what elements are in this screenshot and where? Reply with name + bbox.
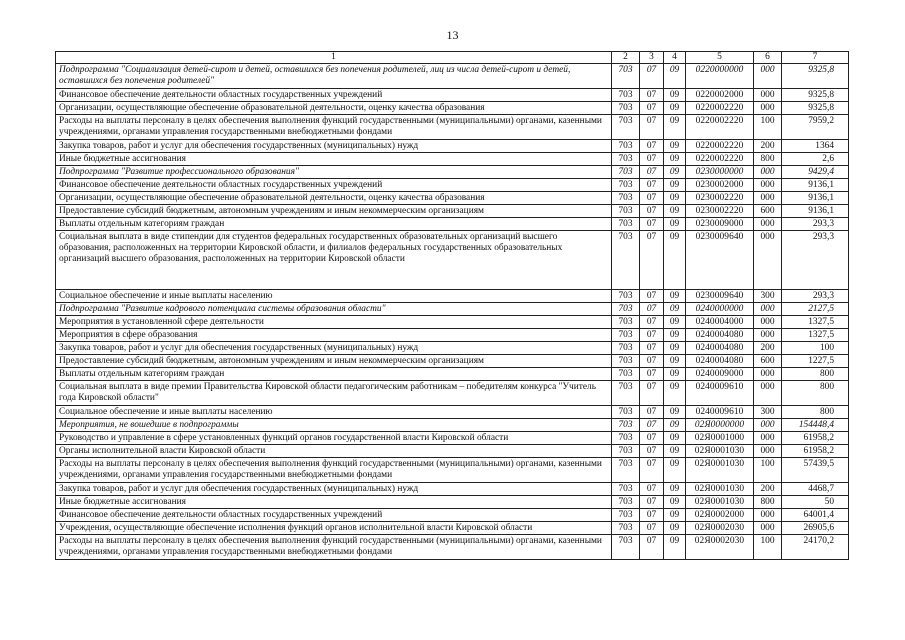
section-code: 07 [640,406,664,419]
target-article-code: 02Я0001030 [686,496,754,509]
admin-code: 703 [612,522,640,535]
admin-code: 703 [612,496,640,509]
subsection-code: 09 [664,381,686,406]
page-number: 13 [446,28,459,42]
admin-code: 703 [612,419,640,432]
section-code: 07 [640,496,664,509]
section-code: 07 [640,166,664,179]
amount: 1327,5 [782,329,849,342]
target-article-code: 0220002220 [686,102,754,115]
row-name: Предоставление субсидий бюджетным, автономным учреждениям и иным некоммерческим организациям [56,205,612,218]
amount: 1327,5 [782,316,849,329]
budget-table [55,51,849,560]
expense-type-code: 000 [754,509,782,522]
amount: 64001,4 [782,509,849,522]
admin-code: 703 [612,89,640,102]
table-row [56,166,849,179]
target-article-code: 0230009000 [686,218,754,231]
section-code: 07 [640,218,664,231]
amount: 2,6 [782,153,849,166]
section-code: 07 [640,432,664,445]
admin-code: 703 [612,329,640,342]
amount: 9325,8 [782,64,849,89]
target-article-code: 0240004080 [686,329,754,342]
table-row [56,406,849,419]
amount: 154448,4 [782,419,849,432]
target-article-code: 02Я0000000 [686,419,754,432]
row-name: Иные бюджетные ассигнования [56,496,612,509]
admin-code: 703 [612,290,640,303]
target-article-code: 0230009640 [686,290,754,303]
table-row [56,192,849,205]
table-row [56,303,849,316]
target-article-code: 0240004000 [686,316,754,329]
subsection-code: 09 [664,419,686,432]
subsection-code: 09 [664,64,686,89]
target-article-code: 0240009610 [686,406,754,419]
subsection-code: 09 [664,432,686,445]
section-code: 07 [640,290,664,303]
column-header: 6 [754,52,782,64]
amount: 4468,7 [782,483,849,496]
target-article-code: 0240000000 [686,303,754,316]
row-name: Мероприятия в установленной сфере деятельности [56,316,612,329]
row-name: Финансовое обеспечение деятельности областных государственных учреждений [56,179,612,192]
admin-code: 703 [612,355,640,368]
table-row [56,509,849,522]
admin-code: 703 [612,509,640,522]
subsection-code: 09 [664,458,686,483]
row-name: Социальное обеспечение и иные выплаты населению [56,290,612,303]
expense-type-code: 000 [754,303,782,316]
column-header: 3 [640,52,664,64]
column-header-row [56,52,849,64]
section-code: 07 [640,153,664,166]
expense-type-code: 600 [754,355,782,368]
section-code: 07 [640,316,664,329]
column-header: 5 [686,52,754,64]
expense-type-code: 200 [754,140,782,153]
row-name: Выплаты отдельным категориям граждан [56,368,612,381]
expense-type-code: 800 [754,496,782,509]
row-name: Закупка товаров, работ и услуг для обеспечения государственных (муниципальных) нужд [56,342,612,355]
subsection-code: 09 [664,522,686,535]
section-code: 07 [640,115,664,140]
admin-code: 703 [612,231,640,290]
amount: 2127,5 [782,303,849,316]
subsection-code: 09 [664,368,686,381]
subsection-code: 09 [664,445,686,458]
admin-code: 703 [612,458,640,483]
row-name: Выплаты отдельным категориям граждан [56,218,612,231]
subsection-code: 09 [664,483,686,496]
row-name: Подпрограмма "Развитие кадрового потенциала системы образования области" [56,303,612,316]
table-row [56,445,849,458]
table-row [56,419,849,432]
table-row [56,205,849,218]
expense-type-code: 000 [754,179,782,192]
target-article-code: 0230000000 [686,166,754,179]
amount: 24170,2 [782,535,849,560]
expense-type-code: 000 [754,381,782,406]
admin-code: 703 [612,179,640,192]
subsection-code: 09 [664,218,686,231]
admin-code: 703 [612,102,640,115]
admin-code: 703 [612,342,640,355]
target-article-code: 0230002220 [686,205,754,218]
subsection-code: 09 [664,355,686,368]
admin-code: 703 [612,316,640,329]
section-code: 07 [640,381,664,406]
section-code: 07 [640,458,664,483]
section-code: 07 [640,329,664,342]
row-name: Предоставление субсидий бюджетным, автономным учреждениям и иным некоммерческим организациям [56,355,612,368]
subsection-code: 09 [664,153,686,166]
expense-type-code: 000 [754,102,782,115]
row-name: Социальная выплата в виде стипендии для студентов федеральных государственных образовательных организаций высшего образования, расположенных на территории Кировской области, и филиалов федеральных государственных образовательных организаций высшего образования, расположенных на территории Кировской области [56,231,612,290]
section-code: 07 [640,355,664,368]
amount: 1227,5 [782,355,849,368]
subsection-code: 09 [664,140,686,153]
amount: 9325,8 [782,102,849,115]
column-header: 2 [612,52,640,64]
row-name: Расходы на выплаты персоналу в целях обеспечения выполнения функций государственными (муниципальными) органами, казенными учреждениями, органами управления государственными внебюджетными фондами [56,535,612,560]
subsection-code: 09 [664,192,686,205]
expense-type-code: 300 [754,406,782,419]
expense-type-code: 000 [754,89,782,102]
table-row [56,115,849,140]
subsection-code: 09 [664,89,686,102]
expense-type-code: 000 [754,166,782,179]
expense-type-code: 000 [754,445,782,458]
admin-code: 703 [612,303,640,316]
row-name: Социальная выплата в виде премии Правительства Кировской области педагогическим работникам – победителям конкурса "Учитель года Кировской области" [56,381,612,406]
subsection-code: 09 [664,342,686,355]
section-code: 07 [640,205,664,218]
admin-code: 703 [612,205,640,218]
expense-type-code: 100 [754,535,782,560]
row-name: Учреждения, осуществляющие обеспечение исполнения функций органов исполнительной власти Кировской области [56,522,612,535]
table-row [56,89,849,102]
admin-code: 703 [612,166,640,179]
amount: 293,3 [782,290,849,303]
section-code: 07 [640,231,664,290]
row-name: Расходы на выплаты персоналу в целях обеспечения выполнения функций государственными (муниципальными) органами, казенными учреждениями, органами управления государственными внебюджетными фондами [56,458,612,483]
table-row [56,342,849,355]
table-row [56,432,849,445]
table-row [56,483,849,496]
admin-code: 703 [612,368,640,381]
table-row [56,316,849,329]
expense-type-code: 000 [754,329,782,342]
table-row [56,153,849,166]
admin-code: 703 [612,406,640,419]
expense-type-code: 300 [754,290,782,303]
target-article-code: 0220002220 [686,140,754,153]
table-row [56,535,849,560]
subsection-code: 09 [664,205,686,218]
table-row [56,218,849,231]
amount: 800 [782,368,849,381]
amount: 800 [782,381,849,406]
target-article-code: 02Я0001030 [686,445,754,458]
admin-code: 703 [612,153,640,166]
section-code: 07 [640,419,664,432]
table-row [56,329,849,342]
section-code: 07 [640,483,664,496]
row-name: Руководство и управление в сфере установленных функций органов государственной власти Кировской области [56,432,612,445]
target-article-code: 02Я0001030 [686,458,754,483]
subsection-code: 09 [664,509,686,522]
subsection-code: 09 [664,115,686,140]
section-code: 07 [640,445,664,458]
expense-type-code: 200 [754,342,782,355]
section-code: 07 [640,522,664,535]
amount: 61958,2 [782,445,849,458]
table-row [56,458,849,483]
admin-code: 703 [612,192,640,205]
expense-type-code: 100 [754,115,782,140]
section-code: 07 [640,509,664,522]
expense-type-code: 000 [754,316,782,329]
subsection-code: 09 [664,290,686,303]
expense-type-code: 000 [754,432,782,445]
row-name: Органы исполнительной власти Кировской области [56,445,612,458]
amount: 1364 [782,140,849,153]
row-name: Закупка товаров, работ и услуг для обеспечения государственных (муниципальных) нужд [56,483,612,496]
target-article-code: 0230002000 [686,179,754,192]
expense-type-code: 000 [754,218,782,231]
target-article-code: 0230002220 [686,192,754,205]
target-article-code: 02Я0002000 [686,509,754,522]
section-code: 07 [640,192,664,205]
admin-code: 703 [612,483,640,496]
column-header: 7 [782,52,849,64]
amount: 9136,1 [782,205,849,218]
expense-type-code: 600 [754,205,782,218]
amount: 293,3 [782,218,849,231]
target-article-code: 0240004080 [686,355,754,368]
table-row [56,381,849,406]
section-code: 07 [640,342,664,355]
expense-type-code: 000 [754,192,782,205]
table-row [56,290,849,303]
admin-code: 703 [612,381,640,406]
amount: 100 [782,342,849,355]
expense-type-code: 000 [754,522,782,535]
row-name: Финансовое обеспечение деятельности областных государственных учреждений [56,509,612,522]
table-row [56,368,849,381]
expense-type-code: 100 [754,458,782,483]
subsection-code: 09 [664,231,686,290]
admin-code: 703 [612,535,640,560]
target-article-code: 02Я0001030 [686,483,754,496]
table-row [56,102,849,115]
table-row [56,231,849,290]
amount: 57439,5 [782,458,849,483]
table-body [56,52,849,560]
row-name: Расходы на выплаты персоналу в целях обеспечения выполнения функций государственными (муниципальными) органами, казенными учреждениями, органами управления государственными внебюджетными фондами [56,115,612,140]
row-name: Финансовое обеспечение деятельности областных государственных учреждений [56,89,612,102]
admin-code: 703 [612,218,640,231]
section-code: 07 [640,89,664,102]
target-article-code: 0240004080 [686,342,754,355]
row-name: Мероприятия, не вошедшие в подпрограммы [56,419,612,432]
subsection-code: 09 [664,406,686,419]
expense-type-code: 200 [754,483,782,496]
table-row [56,355,849,368]
subsection-code: 09 [664,166,686,179]
expense-type-code: 000 [754,231,782,290]
row-name: Подпрограмма "Развитие профессионального образования" [56,166,612,179]
row-name: Подпрограмма "Социализация детей-сирот и детей, оставшихся без попечения родителей, лиц из числа детей-сирот и детей, оставшихся без попечения родителей" [56,64,612,89]
subsection-code: 09 [664,496,686,509]
amount: 50 [782,496,849,509]
column-header: 4 [664,52,686,64]
expense-type-code: 000 [754,64,782,89]
amount: 9429,4 [782,166,849,179]
expense-type-code: 000 [754,368,782,381]
amount: 293,3 [782,231,849,290]
expense-type-code: 000 [754,419,782,432]
target-article-code: 0220002220 [686,153,754,166]
target-article-code: 02Я0002030 [686,535,754,560]
amount: 9136,1 [782,179,849,192]
admin-code: 703 [612,445,640,458]
table-row [56,64,849,89]
subsection-code: 09 [664,179,686,192]
subsection-code: 09 [664,303,686,316]
admin-code: 703 [612,64,640,89]
row-name: Организации, осуществляющие обеспечение образовательной деятельности, оценку качества образования [56,192,612,205]
subsection-code: 09 [664,535,686,560]
row-name: Мероприятия в сфере образования [56,329,612,342]
amount: 800 [782,406,849,419]
column-header: 1 [56,52,612,64]
amount: 61958,2 [782,432,849,445]
table-row [56,522,849,535]
target-article-code: 02Я0002030 [686,522,754,535]
admin-code: 703 [612,140,640,153]
amount: 7959,2 [782,115,849,140]
section-code: 07 [640,368,664,381]
row-name: Социальное обеспечение и иные выплаты населению [56,406,612,419]
subsection-code: 09 [664,102,686,115]
target-article-code: 0220002000 [686,89,754,102]
section-code: 07 [640,303,664,316]
subsection-code: 09 [664,329,686,342]
row-name: Организации, осуществляющие обеспечение образовательной деятельности, оценку качества образования [56,102,612,115]
section-code: 07 [640,535,664,560]
target-article-code: 0230009640 [686,231,754,290]
section-code: 07 [640,102,664,115]
section-code: 07 [640,140,664,153]
admin-code: 703 [612,432,640,445]
target-article-code: 0240009610 [686,381,754,406]
table-row [56,496,849,509]
amount: 26905,6 [782,522,849,535]
row-name: Закупка товаров, работ и услуг для обеспечения государственных (муниципальных) нужд [56,140,612,153]
section-code: 07 [640,179,664,192]
target-article-code: 0220000000 [686,64,754,89]
table-row [56,140,849,153]
subsection-code: 09 [664,316,686,329]
target-article-code: 0240009000 [686,368,754,381]
target-article-code: 02Я0001000 [686,432,754,445]
table-row [56,179,849,192]
target-article-code: 0220002220 [686,115,754,140]
row-name: Иные бюджетные ассигнования [56,153,612,166]
amount: 9325,8 [782,89,849,102]
admin-code: 703 [612,115,640,140]
expense-type-code: 800 [754,153,782,166]
section-code: 07 [640,64,664,89]
amount: 9136,1 [782,192,849,205]
